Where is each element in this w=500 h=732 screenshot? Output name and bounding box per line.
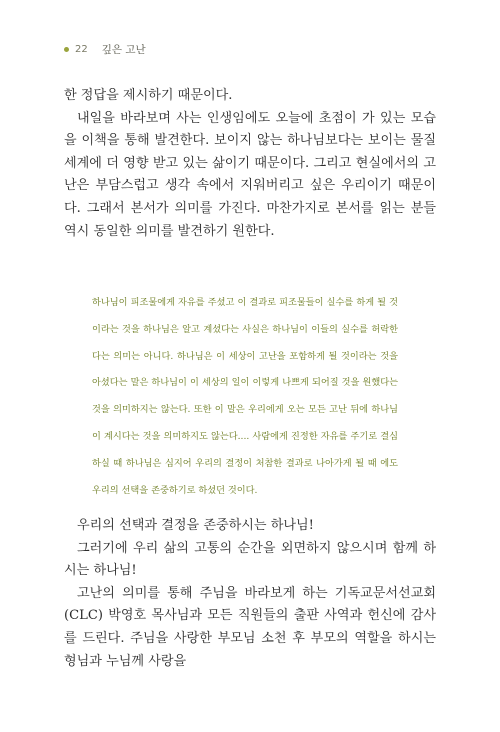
quote-text: 하나님이 피조물에게 자유를 주셨고 이 결과로 피조물들이 실수를 하게 될 것이라는 것을 하나님은 알고 계셨다는 사실은 하나님이 이들의 실수를 허락한다는 의미는 아니다. 하나님은 이 세상이 고난을 포함하게 될 것이라는 것을 아셨다는 말은 하나님이 이 세상의 일이 이렇게 나쁘게 되어질 것을 원했다는 것을 의미하지는 않는다. 또한 이 말은 우리에게 오는 모든 고난 뒤에 하나님이 계시다는 것을 의미하지도 않는다.... 사람에게 진정한 자유를 주기로 결심하실 때 하나님은 심지어 우리의 결정이 처참한 결과로 나아가게 될 때 에도 우리의 선택을 존중하기로 하셨던 것이다. bbox=[92, 297, 398, 496]
chapter-title: 깊은 고난 bbox=[101, 43, 146, 56]
exclamation-line: 우리의 선택과 결정을 존중하시는 하나님! bbox=[77, 518, 314, 533]
block-quote bbox=[92, 290, 398, 504]
paragraph-continuation: 한 정답을 제시하기 때문이다. bbox=[64, 88, 233, 103]
page-header bbox=[64, 40, 146, 58]
paragraph: 내일을 바라보며 사는 인생임에도 오늘에 초점이 가 있는 모습을 이책을 통해 발견한다. 보이지 않는 하나님보다는 보이는 물질세계에 더 영향 받고 있는 삶이기 때문이다. 그리고 현실에서의 고난은 부담스럽고 생각 속에서 지워버리고 싶은 우리이기 때문이다. 그래서 본서가 의미를 가진다. 마찬가지로 본서를 읽는 분들 역시 동일한 의미를 발견하기 원한다. bbox=[64, 110, 436, 239]
page-number: 22 bbox=[75, 43, 88, 55]
main-text-block bbox=[64, 85, 436, 243]
header-bullet-icon bbox=[64, 47, 69, 52]
acknowledgement-paragraph: 고난의 의미를 통해 주님을 바라보게 하는 기독교문서선교회(CLC) 박영호 목사님과 모든 직원들의 출판 사역과 헌신에 감사를 드린다. 주님을 사랑한 부모님 소천 후 부모의 역할을 하시는 형님과 누님께 사랑을 bbox=[64, 585, 436, 669]
exclamation-line: 그러기에 우리 삶의 고통의 순간을 외면하지 않으시며 함께 하시는 하나님! bbox=[64, 540, 436, 579]
closing-text-block bbox=[64, 515, 436, 673]
